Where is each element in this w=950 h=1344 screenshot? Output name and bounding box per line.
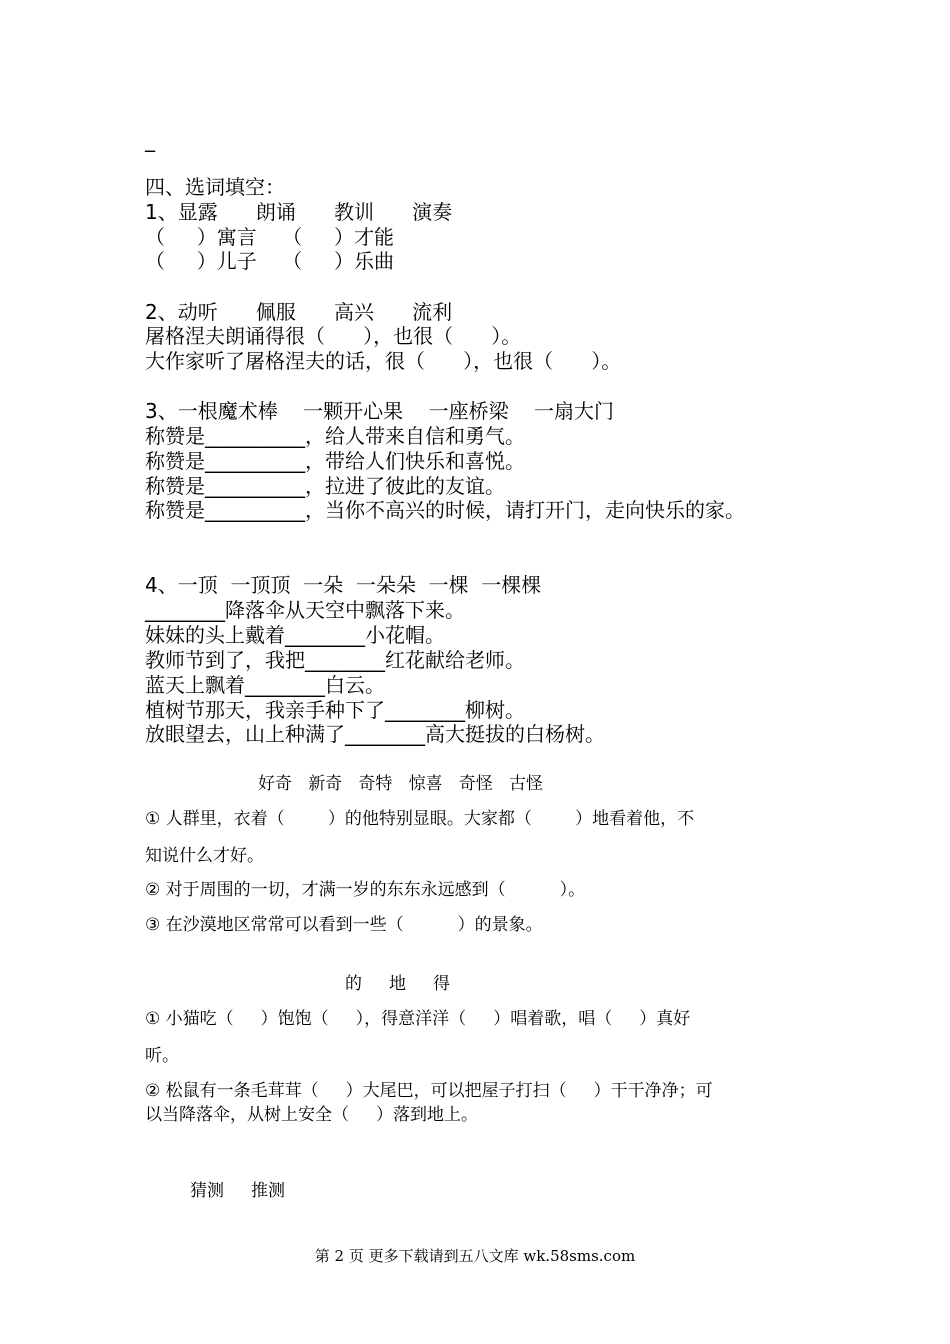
q7-word-bank: 猜测 推测 xyxy=(190,1181,286,1201)
q6-line-3: ② 松鼠有一条毛茸茸（ ）大尾巴，可以把屋子打扫（ ）干干净净；可 xyxy=(145,1081,713,1101)
q2-line-2: 大作家听了屠格涅夫的话，很（ ），也很（ ）。 xyxy=(145,349,622,373)
q6-line-1: ① 小猫吃（ ）饱饱（ ），得意洋洋（ ）唱着歌，唱（ ）真好 xyxy=(145,1009,691,1029)
q4-line-4: 蓝天上飘着________白云。 xyxy=(145,673,385,697)
q4-line-5: 植树节那天，我亲手种下了________柳树。 xyxy=(145,698,525,722)
q3-line-4: 称赞是__________，当你不高兴的时候，请打开门，走向快乐的家。 xyxy=(145,498,745,522)
q3-line-2: 称赞是__________，带给人们快乐和喜悦。 xyxy=(145,449,525,473)
q4-word-bank: 4、一顶 一顶顶 一朵 一朵朵 一棵 一棵棵 xyxy=(145,573,542,597)
page-footer: 第 2 页 更多下载请到五八文库 wk.58sms.com xyxy=(314,1247,636,1265)
q1-line-1: （ ）寓言 （ ）才能 xyxy=(145,225,395,249)
section-title: 四、选词填空： xyxy=(145,175,285,199)
q3-line-3: 称赞是__________，拉进了彼此的友谊。 xyxy=(145,474,505,498)
q4-line-6: 放眼望去，山上种满了________高大挺拔的白杨树。 xyxy=(145,722,605,746)
q6-word-bank: 的 地 得 xyxy=(345,974,451,994)
q5-line-1: ① 人群里，衣着（ ）的他特别显眼。大家都（ ）地看着他，不 xyxy=(145,809,695,829)
q2-line-1: 屠格涅夫朗诵得很（ ），也很（ ）。 xyxy=(145,324,522,348)
q5-line-3: ② 对于周围的一切，才满一岁的东东永远感到（ ）。 xyxy=(145,880,586,900)
q4-line-2: 妹妹的头上戴着________小花帽。 xyxy=(145,623,445,647)
q1-word-bank: 1、显露 朗诵 教训 演奏 xyxy=(145,200,453,224)
q2-word-bank: 2、动听 佩服 高兴 流利 xyxy=(145,300,453,324)
q5-word-bank: 好奇 新奇 奇特 惊喜 奇怪 古怪 xyxy=(258,774,544,794)
q1-line-2: （ ）儿子 （ ）乐曲 xyxy=(145,249,395,273)
q3-word-bank: 3、一根魔术棒 一颗开心果 一座桥梁 一扇大门 xyxy=(145,399,615,423)
q6-line-2: 听。 xyxy=(145,1046,179,1066)
q6-line-4: 以当降落伞，从树上安全（ ）落到地上。 xyxy=(145,1105,479,1125)
q4-line-1: ________降落伞从天空中飘落下来。 xyxy=(145,598,465,622)
q5-line-4: ③ 在沙漠地区常常可以看到一些（ ）的景象。 xyxy=(145,915,543,935)
q3-line-1: 称赞是__________，给人带来自信和勇气。 xyxy=(145,424,525,448)
q4-line-3: 教师节到了，我把________红花献给老师。 xyxy=(145,648,525,672)
dash-mark: _ xyxy=(145,128,155,152)
q5-line-2: 知说什么才好。 xyxy=(145,846,264,866)
